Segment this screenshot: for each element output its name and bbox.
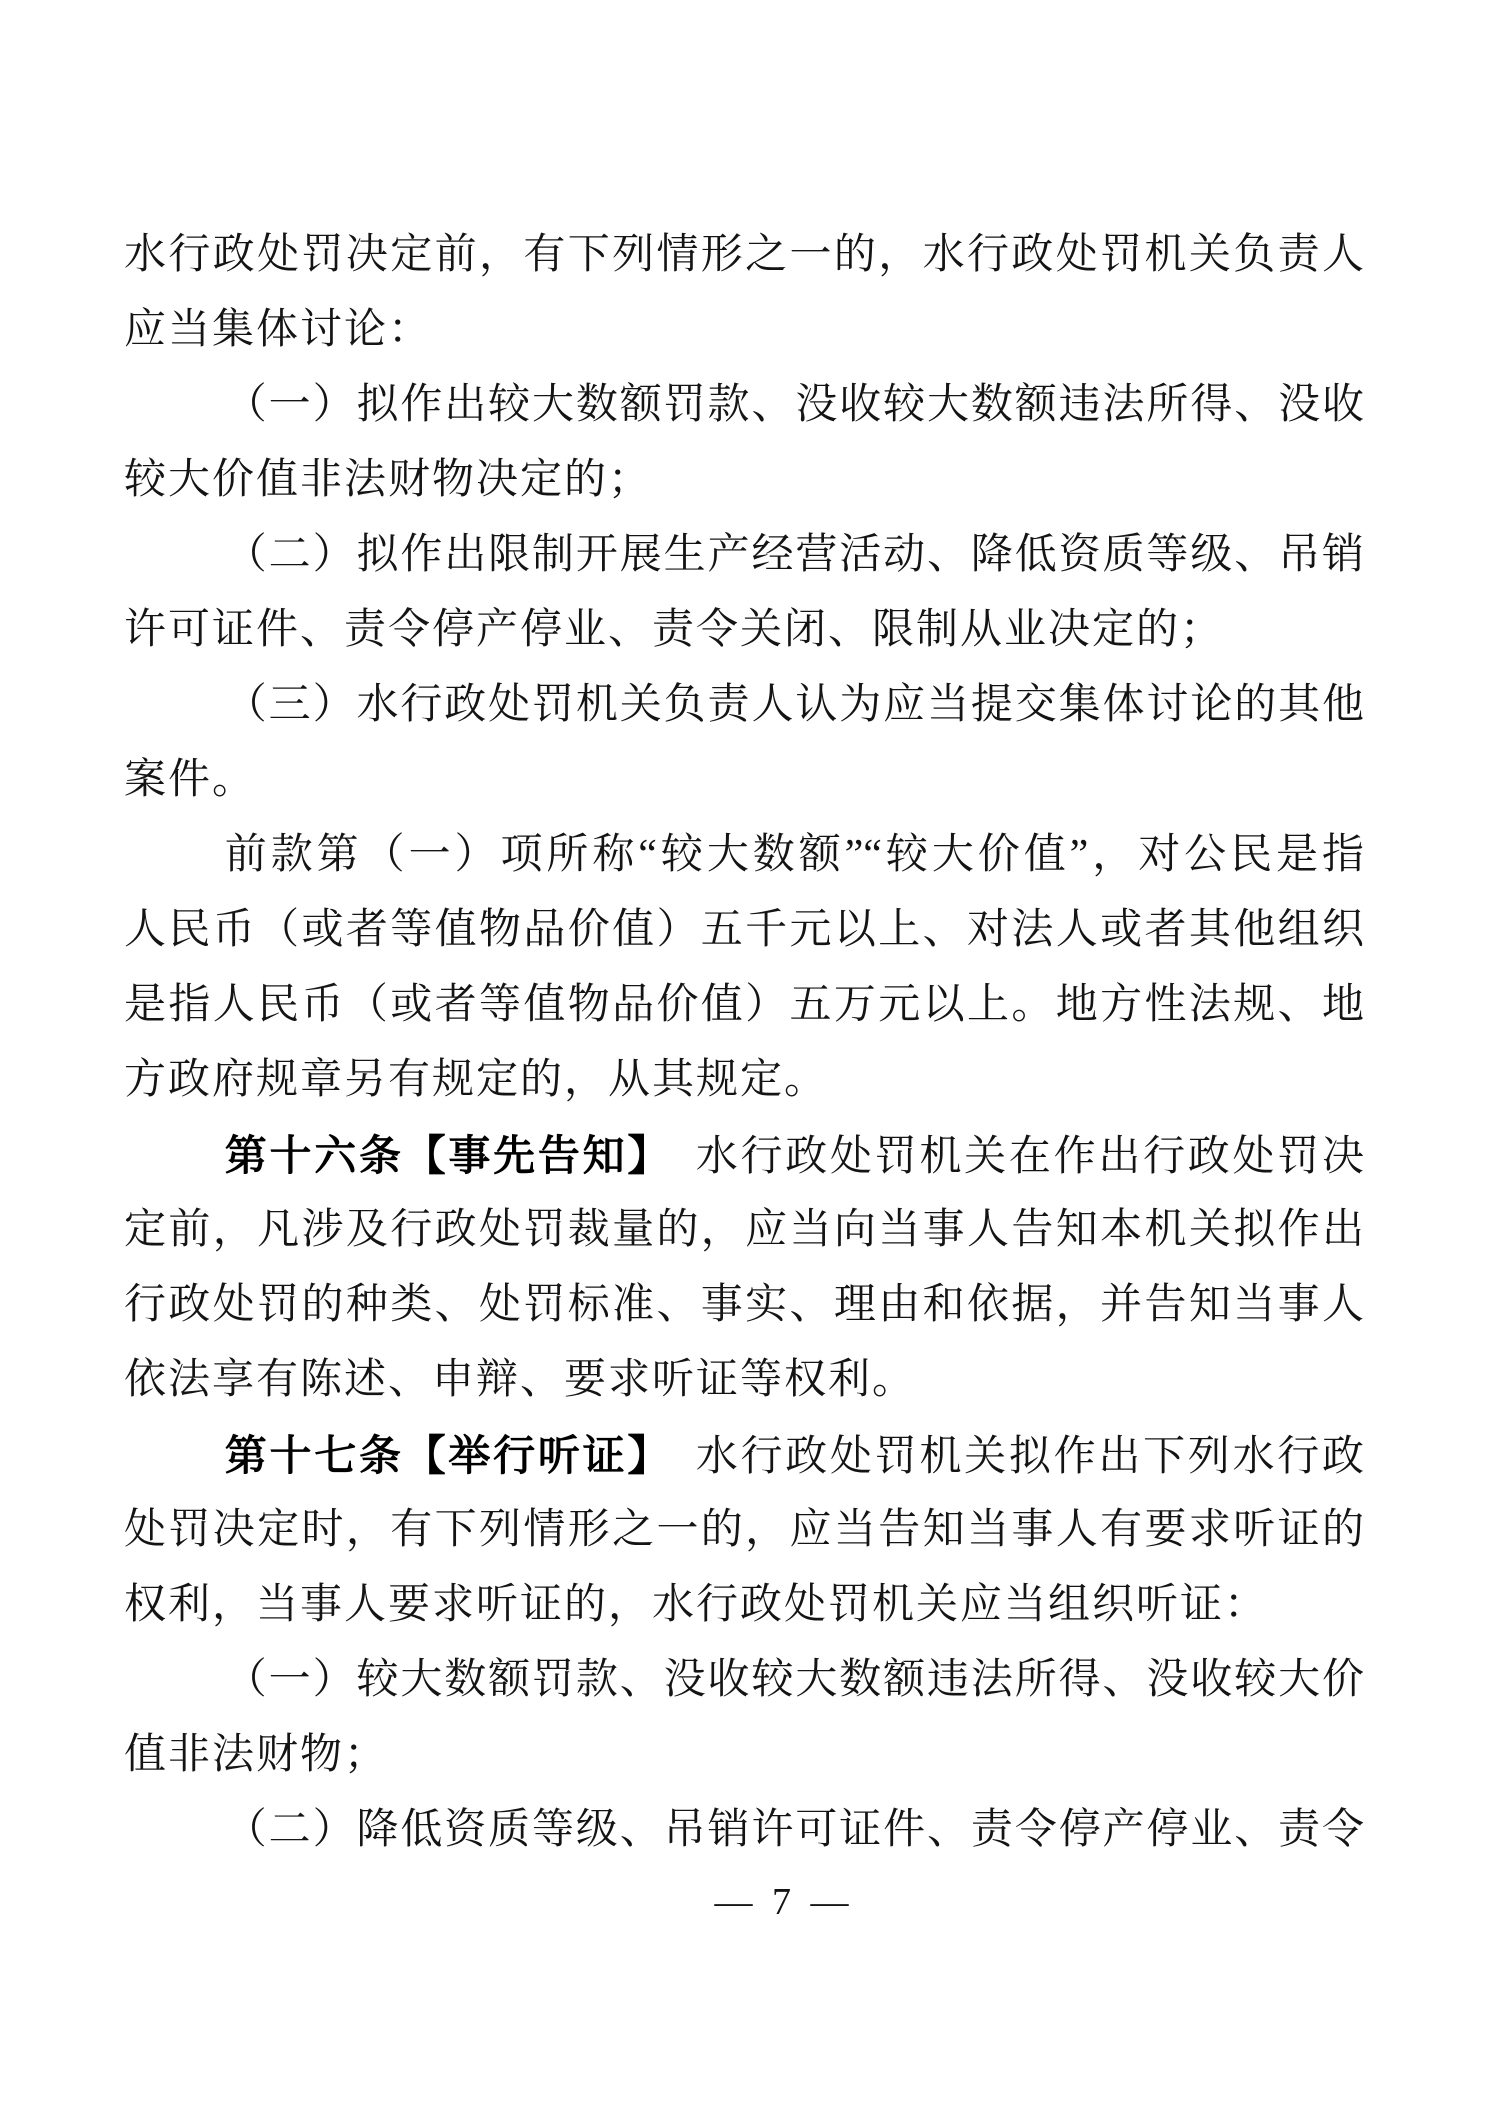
text-line: 方政府规章另有规定的，从其规定。 <box>124 1057 829 1103</box>
list-item-line: （三）水行政处罚机关负责人认为应当提交集体讨论的其他 <box>224 682 1364 728</box>
text-line: 较大价值非法财物决定的； <box>124 457 653 503</box>
text-line: 水行政处罚决定前，有下列情形之一的，水行政处罚机关负责人 <box>124 232 1364 278</box>
article-16-text: 水行政处罚机关在作出行政处罚决 <box>651 1134 1364 1180</box>
list-item-line: （二）降低资质等级、吊销许可证件、责令停产停业、责令 <box>224 1807 1364 1853</box>
text-line: 案件。 <box>124 757 257 803</box>
list-item-line: （二）拟作出限制开展生产经营活动、降低资质等级、吊销 <box>224 532 1364 578</box>
document-body <box>124 218 1364 1868</box>
text-line: 处罚决定时，有下列情形之一的，应当告知当事人有要求听证的 <box>124 1507 1364 1553</box>
article-17-text: 水行政处罚机关拟作出下列水行政 <box>651 1434 1364 1480</box>
page-number-value: — 7 — <box>714 1881 854 1923</box>
text-line: 行政处罚的种类、处罚标准、事实、理由和依据，并告知当事人 <box>124 1282 1364 1328</box>
text-line: 前款第（一）项所称“较大数额”“较大价值”，对公民是指 <box>224 832 1364 878</box>
text-line: 许可证件、责令停产停业、责令关闭、限制从业决定的； <box>124 607 1225 653</box>
text-line: 依法享有陈述、申辩、要求听证等权利。 <box>124 1357 917 1403</box>
list-item-line: （一）较大数额罚款、没收较大数额违法所得、没收较大价 <box>224 1657 1364 1703</box>
article-line <box>124 1418 1364 1493</box>
text-line: 应当集体讨论： <box>124 307 433 353</box>
article-line <box>124 1118 1364 1193</box>
list-item-line: （一）拟作出较大数额罚款、没收较大数额违法所得、没收 <box>224 382 1364 428</box>
text-line: 定前，凡涉及行政处罚裁量的，应当向当事人告知本机关拟作出 <box>124 1207 1364 1253</box>
article-17-heading: 第十七条【举行听证】 <box>224 1432 652 1479</box>
text-line: 权利，当事人要求听证的，水行政处罚机关应当组织听证： <box>124 1582 1269 1628</box>
text-line: 值非法财物； <box>124 1732 389 1778</box>
page-number <box>0 1878 1488 1926</box>
text-line: 人民币（或者等值物品价值）五千元以上、对法人或者其他组织 <box>124 907 1364 953</box>
text-line: 是指人民币（或者等值物品价值）五万元以上。地方性法规、地 <box>124 982 1364 1028</box>
article-16-heading: 第十六条【事先告知】 <box>224 1132 652 1179</box>
